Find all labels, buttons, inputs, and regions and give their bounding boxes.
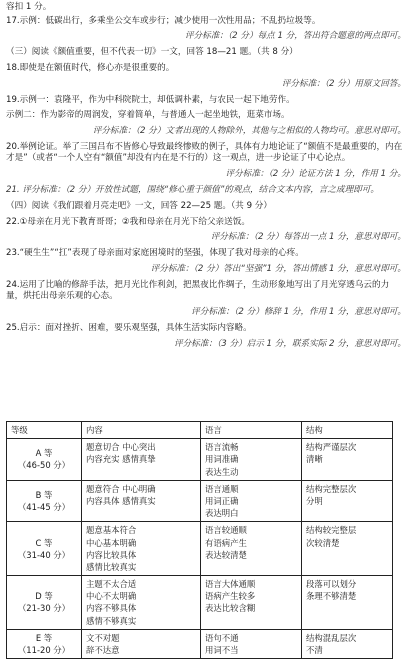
section-3-heading: （三）阅读《额值重要，但不代表一切》一文，回答 18—21 题。（共 8 分） bbox=[6, 47, 298, 58]
grade-language-line: 表达比较含糊 bbox=[205, 603, 256, 614]
grade-structure bbox=[302, 576, 393, 630]
grade-language-line: 语句不通 bbox=[205, 632, 239, 643]
answer-22: 22.①母亲在月光下教育哥哥；②我和母亲在月光下给父亲送饭。 bbox=[6, 216, 250, 227]
grade-language-line: 语言流畅 bbox=[205, 442, 239, 453]
scoring-24: 评分标准：（2 分）修辞 1 分，作用 1 分，意思对即可。 bbox=[191, 307, 406, 318]
grade-content bbox=[82, 576, 201, 630]
grade-content-line: 文不对题 bbox=[86, 632, 120, 643]
grade-structure bbox=[302, 439, 393, 481]
grading-table bbox=[6, 421, 393, 659]
answer-25: 25.启示：面对挫折、困难，要乐观坚强，具体生活实际内容略。 bbox=[6, 322, 252, 333]
answer-19-example-1: 19.示例一：袁隆平，作为中科院院士，却低调朴素，与农民一起下地劳作。 bbox=[6, 94, 295, 105]
grade-language-line: 表达较清楚 bbox=[205, 549, 247, 560]
grade-content bbox=[82, 439, 201, 481]
line-0: 容扣 1 分。 bbox=[6, 2, 52, 12]
grade-content-line: 内容充实 感情真挚 bbox=[86, 454, 156, 465]
header-language: 语言 bbox=[201, 422, 302, 439]
table-row bbox=[7, 480, 393, 522]
answer-key-text bbox=[6, 2, 406, 354]
table-row bbox=[7, 576, 393, 630]
grade-score-range: （31-40 分） bbox=[17, 549, 71, 560]
grade-structure-line: 分明 bbox=[306, 495, 323, 506]
grade-language bbox=[201, 522, 302, 576]
grade-content-line: 题意基本符合 bbox=[86, 525, 137, 536]
table-row bbox=[7, 522, 393, 576]
grade-level-name: E 等 bbox=[35, 632, 53, 643]
grade-structure bbox=[302, 480, 393, 522]
grade-language-line: 用词不当 bbox=[205, 645, 239, 655]
answer-24: 24.运用了比喻的修辞手法，把月光比作利剑，把黑夜比作绸子，生动形象地写出了月光穿透乌云的力量，烘托出母亲乐观的心态。 bbox=[6, 279, 390, 302]
grade-level-name: C 等 bbox=[35, 537, 53, 548]
grade-language bbox=[201, 439, 302, 481]
grade-level bbox=[7, 480, 82, 522]
grade-language-line: 用词正确 bbox=[205, 495, 239, 506]
table-row bbox=[7, 629, 393, 658]
grade-level-name: D 等 bbox=[35, 591, 53, 602]
grade-content-line: 内容具体 感情真实 bbox=[86, 495, 156, 506]
table-row bbox=[7, 439, 393, 481]
grade-structure-line: 次较清楚 bbox=[306, 537, 340, 548]
grade-level bbox=[7, 439, 82, 481]
scoring-20: 评分标准：（2 分）论证方法 1 分，作用 1 分。 bbox=[225, 169, 406, 180]
grade-level bbox=[7, 576, 82, 630]
grade-structure-line: 条理不够清楚 bbox=[306, 591, 357, 602]
grade-language-line: 语病产生较多 bbox=[205, 591, 256, 602]
answer-18: 18.即使是在额值时代，修心亦是很重要的。 bbox=[6, 62, 175, 73]
grade-content-line: 主题不太合适 bbox=[86, 579, 137, 590]
scoring-18: 评分标准：（2 分）用原文回答。 bbox=[281, 78, 406, 89]
section-4-heading: （四）阅读《我们跟着月亮走吧》一文，回答 22—25 题。（共 9 分） bbox=[6, 200, 272, 211]
grade-score-range: （21-30 分） bbox=[17, 603, 71, 614]
scoring-22: 评分标准：（2 分）每答出一点 1 分，意思对即可。 bbox=[210, 232, 406, 243]
grade-language bbox=[201, 576, 302, 630]
grade-content-line: 题意切合 中心突出 bbox=[86, 442, 156, 453]
grade-structure bbox=[302, 522, 393, 576]
grade-content-line: 感情比较真实 bbox=[86, 561, 137, 572]
grade-level bbox=[7, 629, 82, 658]
grade-level bbox=[7, 522, 82, 576]
scoring-25: 评分标准：（3 分）启示 1 分，联系实际 2 分，意思对即可。 bbox=[173, 338, 406, 349]
header-structure: 结构 bbox=[302, 422, 393, 439]
grade-content bbox=[82, 629, 201, 658]
grade-content bbox=[82, 522, 201, 576]
grade-language-line: 表达生动 bbox=[205, 466, 239, 477]
grade-structure-line: 结构完整层次 bbox=[306, 483, 357, 494]
answer-17: 17.示例：低碳出行，多乘坐公交车或步行；减少使用一次性用品；不乱扔垃圾等。 bbox=[6, 15, 321, 26]
grade-level-name: B 等 bbox=[35, 489, 53, 500]
grade-level-name: A 等 bbox=[35, 448, 53, 459]
grading-table-header bbox=[7, 422, 393, 439]
grade-language bbox=[201, 629, 302, 658]
grade-score-range: （41-45 分） bbox=[17, 502, 71, 513]
grade-language bbox=[201, 480, 302, 522]
header-level: 等级 bbox=[7, 422, 82, 439]
scoring-17: 评分标准：（2 分）每点 1 分，答出符合题意的两点即可。 bbox=[184, 31, 406, 42]
grade-language-line: 语言通顺 bbox=[205, 483, 239, 494]
grade-structure-line: 不清 bbox=[306, 645, 323, 655]
grade-language-line: 语言较通顺 bbox=[205, 525, 247, 536]
grade-content-line: 中心不太明确 bbox=[86, 591, 137, 602]
grade-language-line: 用词准确 bbox=[205, 454, 239, 465]
grade-structure-line: 清晰 bbox=[306, 454, 323, 465]
grade-structure-line: 结构较完整层 bbox=[306, 525, 357, 536]
grade-content-line: 内容不够具体 bbox=[86, 603, 137, 614]
grade-content-line: 辞不达意 bbox=[86, 645, 120, 655]
grade-language-line: 有语病产生 bbox=[205, 537, 247, 548]
scoring-19: 评分标准：（2 分）文者出现的人物除外，其他与之相似的人物均可。意思对即可。 bbox=[92, 126, 406, 137]
grade-score-range: （46-50 分） bbox=[17, 460, 71, 471]
grade-structure-line: 结构混乱层次 bbox=[306, 632, 357, 643]
grade-structure bbox=[302, 629, 393, 658]
grade-content-line: 中心基本明确 bbox=[86, 537, 137, 548]
grading-table-body bbox=[7, 439, 393, 659]
answer-21: 21. 评分标准：（2 分）开放性试题，围绕“修心重于颜值”的观点，结合文本内容，言之成理即可。 bbox=[6, 185, 379, 195]
scoring-23: 评分标准：（2 分）答出“坚强”1 分，答出情感 1 分，意思对即可。 bbox=[150, 263, 406, 274]
grade-language-line: 表达明白 bbox=[205, 508, 239, 519]
grade-content-line: 感情不够真实 bbox=[86, 615, 137, 626]
answer-19-example-2: 示例二：作为影帝的周润发，穿着简单，与普通人一起坐地铁，逛菜市场。 bbox=[6, 110, 290, 121]
grade-content-line: 内容比较具体 bbox=[86, 549, 137, 560]
grade-structure-line: 结构严谨层次 bbox=[306, 442, 357, 453]
answer-20: 20.举例论证。举了三国吕布不皆修心导致最终惨败的例子，具体有力地论证了“额值不是最重要的，内在才是”（或者“一个人空有“额值”却没有内在是不行的）这一观点，进一步论证了中心论点。 bbox=[6, 141, 403, 164]
answer-23: 23.“硬生生”“扛”表现了母亲面对家庭困境时的坚强，体现了我对母亲的心疼。 bbox=[6, 248, 304, 259]
grade-structure-line: 段落可以划分 bbox=[306, 579, 357, 590]
grade-content-line: 题意符合 中心明确 bbox=[86, 483, 156, 494]
header-content: 内容 bbox=[82, 422, 201, 439]
grade-score-range: （11-20 分） bbox=[17, 645, 71, 655]
grade-content bbox=[82, 480, 201, 522]
grade-language-line: 语言大体通顺 bbox=[205, 579, 256, 590]
